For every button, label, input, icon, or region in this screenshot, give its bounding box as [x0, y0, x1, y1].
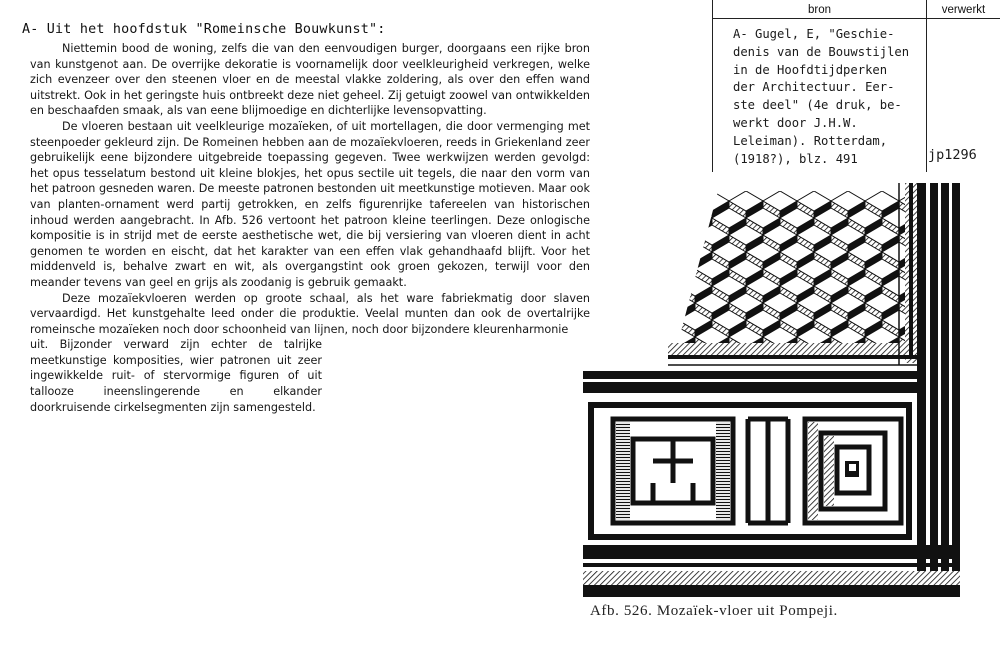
mosaic-floor-icon — [583, 183, 960, 597]
figure-caption: Afb. 526. Mozaïek-vloer uit Pompeji. — [590, 603, 838, 619]
card-divider — [712, 18, 1000, 19]
card-code: jp1296 — [928, 147, 977, 163]
paragraph: De vloeren bestaan uit veelkleurige mozaïeken, of uit mortellagen, die door vermenging met steenpoeder gekleurd zijn. De Romeinen hebben aan de mozaïekvloeren, reeds in Griekenland zeer gebruikelijk eene bijzondere uitgebreide toepassing gegeven. Twee werkwijzen werden gevolgd: het opus tesselatum bestond uit kleine blokjes, het opus sectile uit tegels, die naar den vorm van het patroon gesneden waren. De meeste patronen bestonden uit meetkunstige motieven. Maar ook van planten-ornament werd partij getrokken, en zelfs figurenrijke tafereelen van historischen inhoud werden aangebracht. In Afb. 526 vertoont het patroon kleine teerlingen. Deze onlogische kompositie is in strijd met de eerste aesthetische wet, die bij versiering van vloeren dient in acht genomen te worden en eischt, dat het karakter van een effen vlak gehandhaafd blijft. Voor het middenveld is, behalve zwart en wit, als overgangstint ook groen gekozen, terwijl voor den meander tevens van geel en grijs als zoodanig is gebruik gemaakt. — [30, 119, 590, 289]
card-reference: A- Gugel, E, "Geschie- denis van de Bouwstijlen in de Hoofdtijdperken der Architectuur. Eer- ste deel" (4e druk, be- werkt door J.H.W. Leleiman). Rotterdam, (1918?), blz. 491 — [733, 27, 910, 166]
article-body — [30, 41, 590, 415]
paragraph: Niettemin bood de woning, zelfs die van den eenvoudigen burger, doorgaans een rijke bron van kunstgenot aan. De overrijke dekoratie is voornamelijk door veelkleurigheid verkregen, welke zich evenzeer over den steenen vloer en de meestal vlakke zoldering, als over den effen wand uitstrekt. Ook in het geringste huis ontbreekt deze niet geheel. Zij getuigt zoowel van ontwikkelden en beschaafden smaak, als van eene blijmoedige en dichterlijke levensopvatting. — [30, 42, 590, 118]
section-heading: A- Uit het hoofdstuk "Romeinsche Bouwkunst": — [22, 22, 386, 37]
paragraph-narrow: uit. Bijzonder verward zijn echter de talrijke meetkunstige komposities, wier patronen uit zeer ingewikkelde ruit- of stervormige figuren of uit tallooze ineenslingerende en elkander doorkruisende cirkelsegmenten zijn samengesteld. — [30, 338, 322, 414]
paragraph: Deze mozaïekvloeren werden op groote schaal, als het ware fabriekmatig door slaven vervaardigd. Het kunstgehalte leed onder die produktie. Veelal munten dan ook de overtalrijke romeinsche mozaïeken noch door schoonheid van lijnen, noch door bijzondere kleurenharmonie — [30, 291, 590, 336]
card-column-verwerkt: verwerkt — [941, 4, 986, 16]
card-divider — [712, 0, 713, 172]
card-column-bron: bron — [807, 4, 832, 16]
